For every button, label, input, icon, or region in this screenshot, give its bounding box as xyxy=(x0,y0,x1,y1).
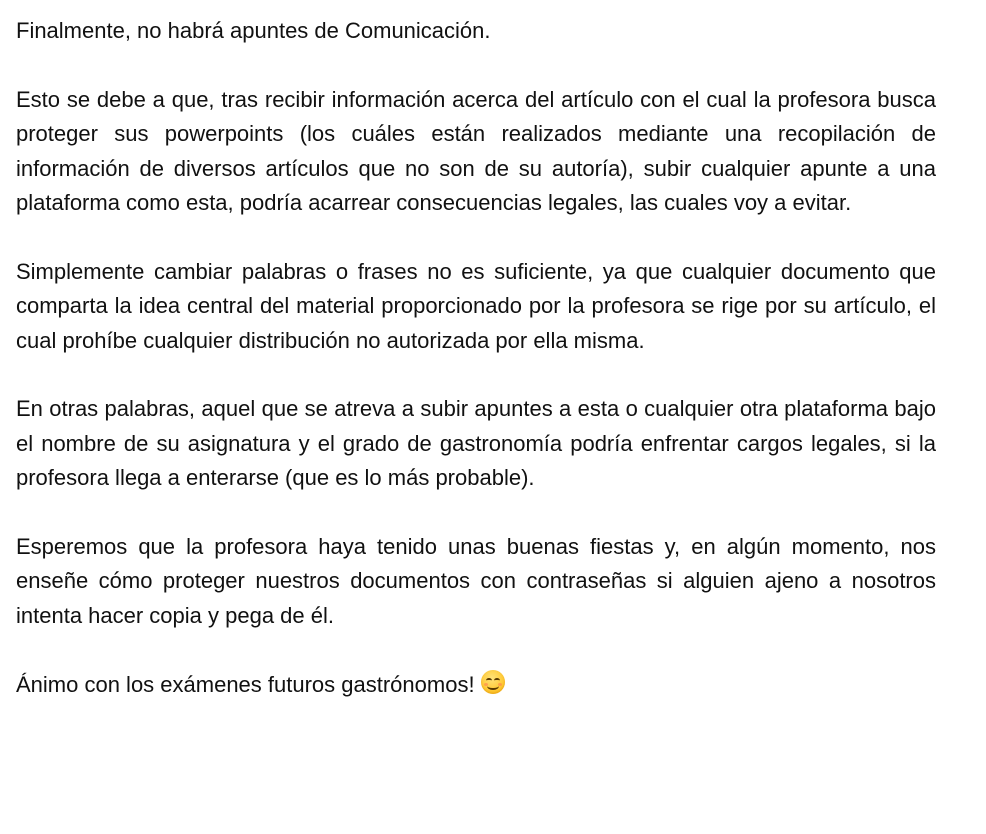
paragraph-intro: Finalmente, no habrá apuntes de Comunicación. xyxy=(16,18,491,43)
paragraph-wishes: Esperemos que la profesora haya tenido unas buenas fiestas y, en algún momento, nos enseñe cómo proteger nuestros documentos con contraseñas si alguien ajeno a nosotros intenta hacer copia y pega de él. xyxy=(16,534,936,628)
smiling-face-icon xyxy=(481,670,505,694)
paragraph-closing xyxy=(16,668,936,702)
paragraph-explanation: Simplemente cambiar palabras o frases no es suficiente, ya que cualquier documento que comparta la idea central del material proporcionado por la profesora se rige por su artículo, el cual prohíbe cualquier distribución no autorizada por ella misma. xyxy=(16,258,936,353)
document-body xyxy=(16,14,936,702)
closing-text: Ánimo con los exámenes futuros gastrónomos! xyxy=(16,671,475,697)
paragraph-warning: En otras palabras, aquel que se atreva a subir apuntes a esta o cualquier otra plataforma bajo el nombre de su asignatura y el grado de gastronomía podría enfrentar cargos legales, si la profesora llega a enterarse (que es lo más probable). xyxy=(16,396,936,491)
paragraph-reason: Esto se debe a que, tras recibir información acerca del artículo con el cual la profesora busca proteger sus powerpoints (los cuáles están realizados mediante una recopilación de información de diversos artículos que no son de su autoría), subir cualquier apunte a una plataforma como esta, podría acarrear consecuencias legales, las cuales voy a evitar. xyxy=(16,86,936,216)
